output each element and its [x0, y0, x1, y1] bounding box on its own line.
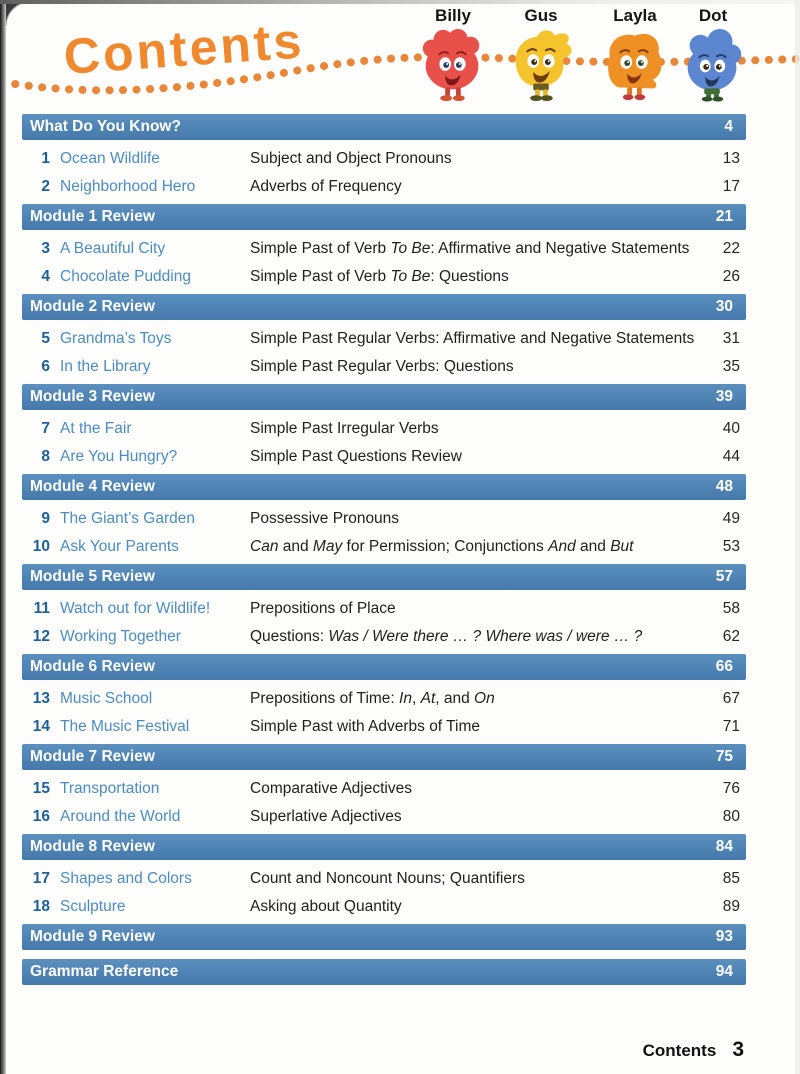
entry-page-number: 80	[722, 808, 740, 825]
page-edge-right	[795, 0, 800, 1074]
section-header-bar	[22, 654, 746, 680]
entry-title: Sculpture	[60, 898, 126, 915]
entry-topic: Simple Past Regular Verbs: Affirmative and Negative Statements	[250, 330, 695, 347]
entry-topic: Superlative Adjectives	[250, 808, 402, 825]
entry-page-number: 71	[722, 718, 740, 735]
section-entries	[22, 410, 746, 471]
toc-section	[22, 924, 746, 950]
entry-page-number: 44	[722, 448, 740, 465]
footer-page-number: 3	[732, 1038, 744, 1061]
entry-page-number: 67	[722, 690, 740, 707]
section-header-bar	[22, 294, 746, 320]
entry-number: 5	[41, 330, 50, 347]
character-name-layla: Layla	[613, 6, 657, 25]
section-page-number: 4	[724, 118, 733, 135]
section-page-number: 75	[715, 748, 733, 765]
character-gus-illustration	[507, 27, 575, 103]
toc-entry	[22, 145, 746, 173]
entry-title: Watch out for Wildlife!	[60, 600, 211, 617]
section-page-number: 39	[715, 388, 733, 405]
entry-topic: Adverbs of Frequency	[250, 178, 402, 195]
entry-number: 9	[41, 510, 50, 527]
toc-entry	[22, 415, 746, 443]
entry-page-number: 89	[722, 898, 740, 915]
page-edge-left	[0, 0, 6, 1074]
character-billy	[416, 6, 490, 103]
entry-title: Shapes and Colors	[60, 870, 192, 887]
toc	[22, 114, 746, 994]
section-title: Module 4 Review	[30, 478, 155, 495]
entry-number: 7	[41, 420, 50, 437]
section-header-bar	[22, 114, 746, 140]
section-header-bar	[22, 564, 746, 590]
section-title: What Do You Know?	[30, 118, 181, 135]
toc-section	[22, 834, 746, 921]
entry-title: Transportation	[60, 780, 160, 797]
entry-page-number: 49	[722, 510, 740, 527]
entry-title: Ocean Wildlife	[60, 150, 160, 167]
entry-number: 16	[32, 808, 50, 825]
footer-section-label: Contents	[642, 1041, 717, 1060]
toc-entry	[22, 713, 746, 741]
section-title: Module 2 Review	[30, 298, 155, 315]
entry-title: In the Library	[60, 358, 151, 375]
entry-title: A Beautiful City	[60, 240, 166, 257]
entry-number: 6	[41, 358, 50, 375]
entry-title: Working Together	[60, 628, 181, 645]
toc-entry	[22, 325, 746, 353]
toc-entry	[22, 685, 746, 713]
page-footer	[643, 1038, 744, 1062]
section-title: Module 9 Review	[30, 928, 155, 945]
section-title: Module 7 Review	[30, 748, 155, 765]
entry-title: Are You Hungry?	[60, 448, 178, 465]
entry-topic: Can and May for Permission; Conjunctions And and But	[250, 538, 634, 555]
entry-title: Music School	[60, 690, 153, 707]
section-page-number: 30	[715, 298, 733, 315]
toc-entry	[22, 443, 746, 471]
entry-title: The Music Festival	[60, 718, 190, 735]
entry-page-number: 85	[722, 870, 740, 887]
entry-title: At the Fair	[60, 420, 132, 437]
section-header-bar	[22, 924, 746, 950]
entry-number: 4	[41, 268, 50, 285]
section-header-bar	[22, 834, 746, 860]
toc-entry	[22, 595, 746, 623]
section-title: Grammar Reference	[30, 963, 179, 980]
entry-topic: Prepositions of Time: In, At, and On	[250, 690, 495, 707]
section-entries	[22, 770, 746, 831]
character-gus	[504, 6, 578, 103]
entry-number: 15	[32, 780, 50, 797]
entry-topic: Comparative Adjectives	[250, 780, 412, 797]
character-billy-illustration	[419, 27, 487, 103]
toc-entry	[22, 623, 746, 651]
entry-title: Grandma’s Toys	[60, 330, 172, 347]
section-entries	[22, 230, 746, 291]
toc-section	[22, 114, 746, 201]
toc-entry	[22, 865, 746, 893]
entry-page-number: 53	[722, 538, 740, 555]
entry-number: 14	[32, 718, 50, 735]
entry-title: Neighborhood Hero	[60, 178, 196, 195]
entry-page-number: 13	[722, 150, 740, 167]
entry-number: 3	[41, 240, 50, 257]
section-title: Module 3 Review	[30, 388, 155, 405]
toc-section	[22, 294, 746, 381]
entry-page-number: 22	[722, 240, 740, 257]
toc-entry	[22, 505, 746, 533]
entry-topic: Possessive Pronouns	[250, 510, 400, 527]
section-header-bar	[22, 959, 746, 985]
entry-topic: Asking about Quantity	[250, 898, 402, 915]
toc-entry	[22, 173, 746, 201]
entry-topic: Simple Past Regular Verbs: Questions	[250, 358, 514, 375]
section-entries	[22, 500, 746, 561]
entry-topic: Simple Past Questions Review	[250, 448, 462, 465]
section-page-number: 48	[715, 478, 733, 495]
section-header-bar	[22, 474, 746, 500]
entry-title: Around the World	[60, 808, 181, 825]
character-dot-illustration	[679, 27, 747, 103]
section-entries	[22, 320, 746, 381]
entry-page-number: 62	[722, 628, 740, 645]
entry-page-number: 35	[722, 358, 740, 375]
entry-topic: Subject and Object Pronouns	[250, 150, 452, 167]
toc-section	[22, 959, 746, 985]
entry-topic: Simple Past of Verb To Be: Affirmative and Negative Statements	[250, 240, 690, 257]
entry-topic: Questions: Was / Were there … ? Where was / were … ?	[250, 628, 643, 645]
toc-entry	[22, 893, 746, 921]
entry-title: Ask Your Parents	[60, 538, 179, 555]
entry-topic: Prepositions of Place	[250, 600, 396, 617]
entry-number: 2	[41, 178, 50, 195]
toc-section	[22, 564, 746, 651]
page-edge-top	[0, 0, 800, 4]
section-title: Module 6 Review	[30, 658, 155, 675]
toc-sections	[22, 114, 746, 985]
toc-section	[22, 204, 746, 291]
toc-entry	[22, 533, 746, 561]
toc-section	[22, 384, 746, 471]
entry-page-number: 17	[722, 178, 740, 195]
character-name-billy: Billy	[435, 6, 471, 25]
toc-entry	[22, 353, 746, 381]
character-name-dot: Dot	[698, 6, 728, 25]
entry-number: 8	[41, 448, 50, 465]
section-page-number: 84	[715, 838, 733, 855]
entry-number: 12	[32, 628, 50, 645]
section-title: Module 5 Review	[30, 568, 155, 585]
entry-topic: Simple Past of Verb To Be: Questions	[250, 268, 509, 285]
entry-number: 13	[32, 690, 50, 707]
entry-number: 18	[32, 898, 50, 915]
section-title: Module 8 Review	[30, 838, 155, 855]
section-page-number: 57	[715, 568, 733, 585]
entry-page-number: 40	[722, 420, 740, 437]
section-entries	[22, 590, 746, 651]
section-page-number: 93	[715, 928, 733, 945]
entry-number: 10	[32, 538, 50, 555]
character-dot	[676, 6, 750, 103]
toc-section	[22, 474, 746, 561]
toc-entry	[22, 803, 746, 831]
section-page-number: 66	[715, 658, 733, 675]
section-entries	[22, 680, 746, 741]
section-page-number: 21	[715, 208, 733, 225]
entry-page-number: 31	[722, 330, 740, 347]
entry-number: 17	[32, 870, 50, 887]
character-name-gus: Gus	[524, 6, 558, 25]
entry-topic: Simple Past with Adverbs of Time	[250, 718, 481, 735]
toc-entry	[22, 775, 746, 803]
entry-topic: Simple Past Irregular Verbs	[250, 420, 439, 437]
entry-topic: Count and Noncount Nouns; Quantifiers	[250, 870, 525, 887]
section-entries	[22, 860, 746, 921]
page-title: Contents	[62, 12, 307, 86]
section-header-bar	[22, 744, 746, 770]
entry-title: Chocolate Pudding	[60, 268, 191, 285]
toc-entry	[22, 235, 746, 263]
section-title: Module 1 Review	[30, 208, 155, 225]
entry-number: 1	[41, 150, 50, 167]
entry-title: The Giant’s Garden	[60, 510, 195, 527]
entry-page-number: 58	[722, 600, 740, 617]
entry-page-number: 26	[722, 268, 740, 285]
entry-number: 11	[33, 600, 50, 617]
toc-section	[22, 744, 746, 831]
section-header-bar	[22, 384, 746, 410]
character-layla-illustration	[601, 27, 669, 103]
toc-section	[22, 654, 746, 741]
toc-entry	[22, 263, 746, 291]
section-page-number: 94	[715, 963, 733, 980]
entry-page-number: 76	[722, 780, 740, 797]
character-layla	[598, 6, 672, 103]
section-entries	[22, 140, 746, 201]
section-header-bar	[22, 204, 746, 230]
